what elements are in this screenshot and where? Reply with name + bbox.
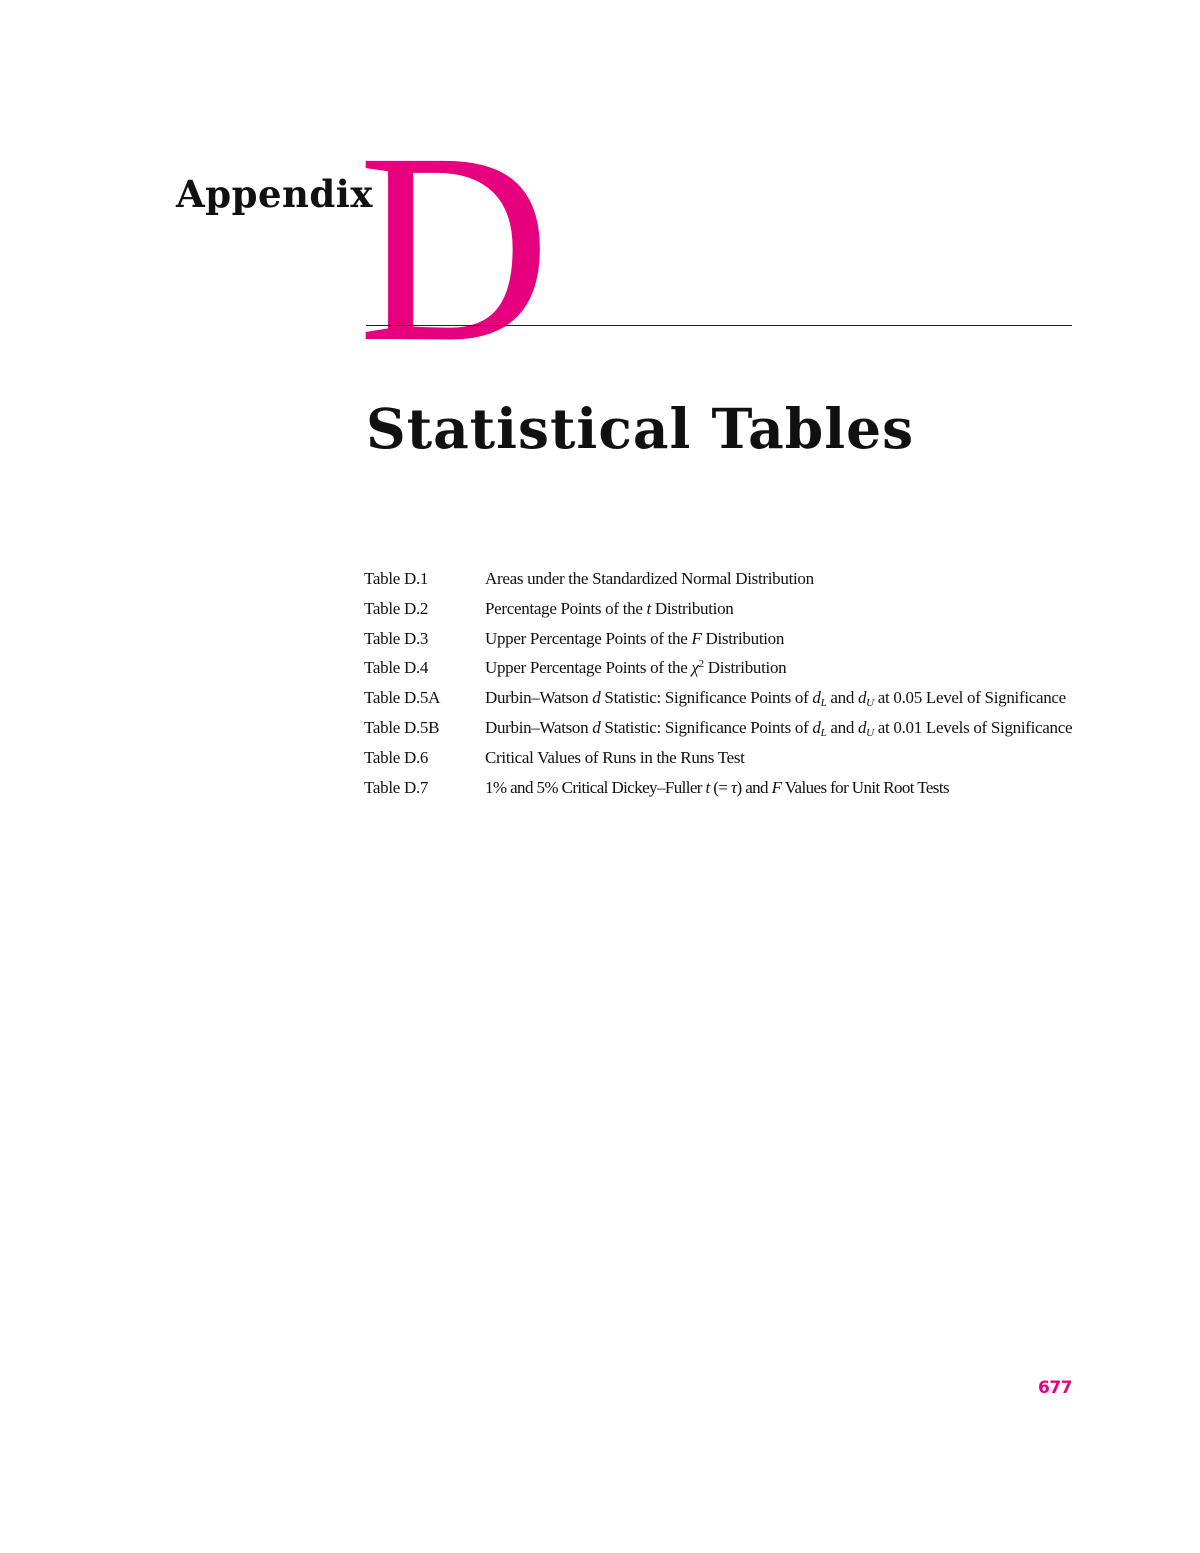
- table-number: Table D.3: [364, 628, 429, 648]
- table-of-contents: [364, 568, 1074, 806]
- table-title: Percentage Points of the t Distribution: [485, 598, 734, 618]
- table-number: Table D.1: [364, 569, 429, 588]
- appendix-letter: D: [358, 97, 551, 398]
- contents-entry: [364, 777, 1074, 799]
- table-title: Upper Percentage Points of the $\chi^2$ Distribution: [485, 658, 787, 678]
- contents-entry: [364, 657, 1074, 679]
- table-title: Upper Percentage Points of the F Distribution: [485, 628, 785, 648]
- table-number: Table D.2: [364, 598, 429, 618]
- contents-entry: [364, 747, 1074, 769]
- appendix-label: Appendix: [176, 172, 373, 216]
- page-number: 677: [1038, 1378, 1072, 1398]
- contents-entry: [364, 568, 1074, 590]
- table-title: Durbin–Watson d Statistic: Significance Points of $d_L$ and $d_U$ at 0.05 Level of Significance: [485, 688, 1066, 710]
- contents-entry: [364, 598, 1074, 620]
- contents-entry: [364, 628, 1074, 650]
- table-number: Table D.6: [364, 747, 429, 767]
- contents-entry: [364, 687, 1074, 709]
- table-number: Table D.5A: [364, 688, 441, 708]
- table-number: Table D.4: [364, 658, 429, 678]
- table-title: 1% and 5% Critical Dickey–Fuller t (= τ) and F Values for Unit Root Tests: [485, 777, 949, 797]
- chapter-title: Statistical Tables: [366, 395, 915, 461]
- table-title: Durbin–Watson d Statistic: Significance Points of $d_L$ and $d_U$ at 0.01 Levels of Significance: [485, 717, 1073, 739]
- table-title: Areas under the Standardized Normal Distribution: [485, 569, 814, 588]
- table-title: Critical Values of Runs in the Runs Test: [485, 747, 745, 767]
- title-divider: [366, 325, 1072, 326]
- table-number: Table D.7: [364, 777, 429, 797]
- contents-entry: [364, 717, 1074, 739]
- table-number: Table D.5B: [364, 717, 440, 737]
